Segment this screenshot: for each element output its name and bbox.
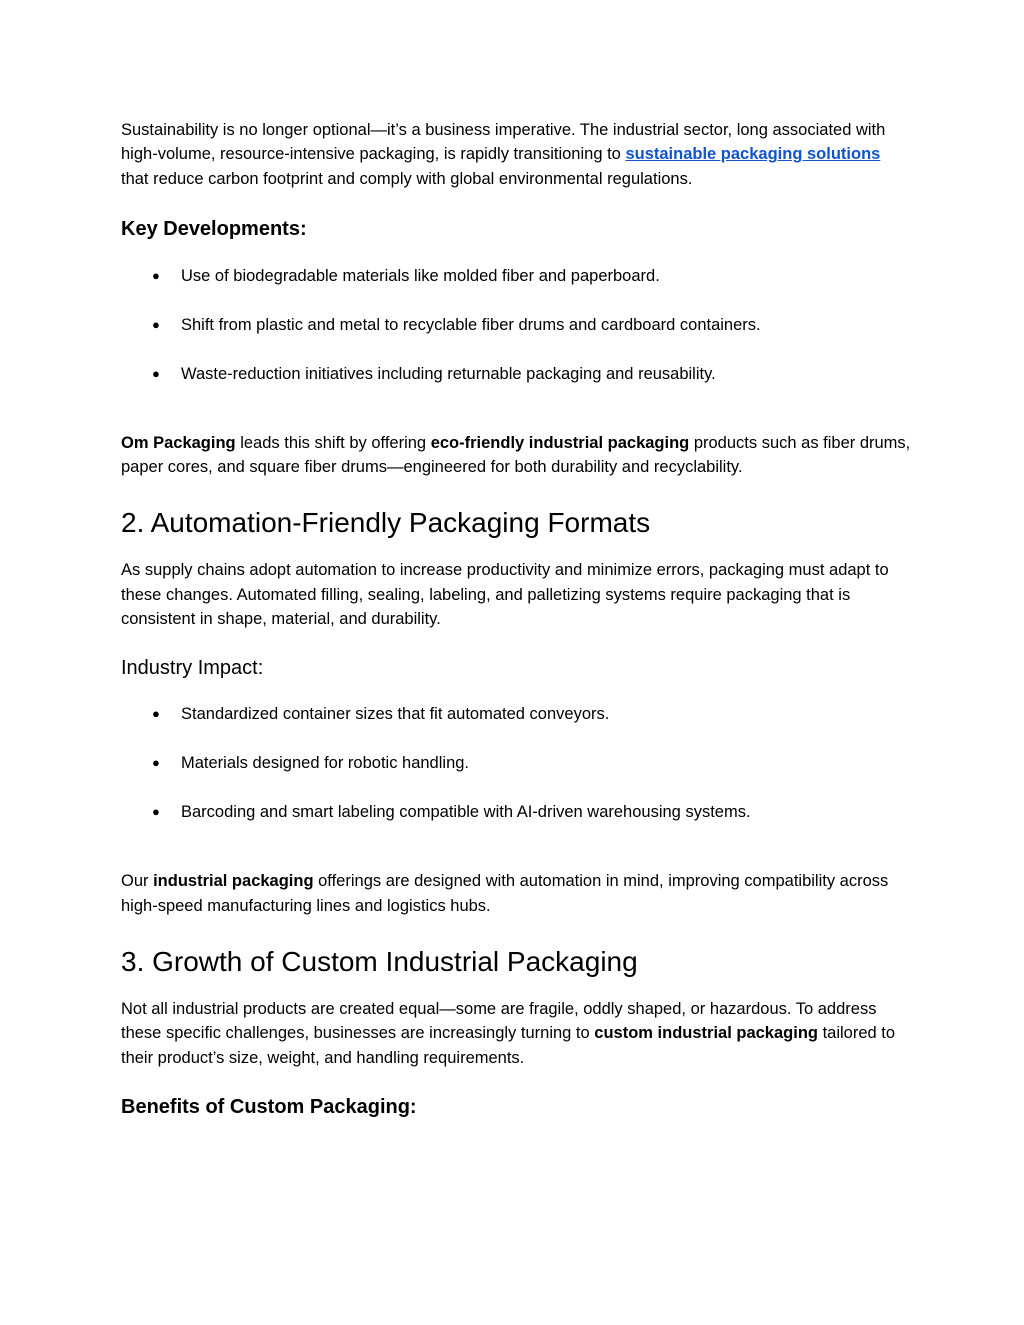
sustainable-packaging-link[interactable]: sustainable packaging solutions <box>625 145 881 164</box>
key-developments-list <box>121 264 911 386</box>
industry-impact-list <box>121 702 911 824</box>
list-item-text: Shift from plastic and metal to recyclable fiber drums and cardboard containers. <box>181 315 761 334</box>
eco-friendly-bold: eco-friendly industrial packaging <box>430 433 690 452</box>
bullet-icon: ● <box>152 706 160 722</box>
list-item-text: Standardized container sizes that fit automated conveyors. <box>181 705 610 724</box>
custom-packaging-heading: 3. Growth of Custom Industrial Packaging <box>121 945 638 977</box>
bullet-icon: ● <box>152 365 160 381</box>
om-packaging-paragraph <box>121 431 911 480</box>
industrial-packaging-text: Our <box>121 872 154 891</box>
list-item <box>121 751 911 775</box>
key-developments-heading: Key Developments: <box>121 217 307 240</box>
bullet-icon: ● <box>152 804 160 820</box>
om-packaging-bold: Om Packaging <box>121 433 236 452</box>
industrial-packaging-bold: industrial packaging <box>153 872 314 891</box>
intro-text-start: Sustainability is no longer optional—it’s a business imperative. The industrial sector, long associated with high-volume, resource-intensive packaging, is rapidly transitioning to <box>121 121 886 164</box>
bullet-icon: ● <box>152 755 160 771</box>
benefits-heading: Benefits of Custom Packaging: <box>121 1095 417 1118</box>
list-item <box>121 313 911 337</box>
custom-industrial-packaging-bold: custom industrial packaging <box>594 1024 818 1043</box>
om-packaging-text: leads this shift by offering <box>235 433 431 452</box>
list-item-text: Waste-reduction initiatives including returnable packaging and reusability. <box>181 364 716 383</box>
custom-packaging-paragraph <box>121 997 911 1070</box>
list-item <box>121 264 911 288</box>
list-item-text: Barcoding and smart labeling compatible with AI-driven warehousing systems. <box>181 803 751 822</box>
bullet-icon: ● <box>152 267 160 283</box>
automation-heading: 2. Automation-Friendly Packaging Formats <box>121 507 651 539</box>
om-packaging-text-end: products such as fiber drums, paper cores, and square fiber drums—engineered for both durability and recyclability. <box>121 433 911 477</box>
list-item <box>121 702 911 726</box>
list-item <box>121 800 911 824</box>
document-page <box>121 118 911 1120</box>
industrial-packaging-paragraph <box>121 869 911 918</box>
automation-paragraph: As supply chains adopt automation to increase productivity and minimize errors, packaging must adapt to these changes. Automated filling, sealing, labeling, and palletizing systems require packaging that is consistent in shape, material, and durability. <box>121 561 889 629</box>
custom-packaging-text: Not all industrial products are created equal—some are fragile, oddly shaped, or hazardous. To address these specific challenges, businesses are increasingly turning to <box>121 999 877 1043</box>
list-item <box>121 362 911 386</box>
intro-text-end: that reduce carbon footprint and comply with global environmental regulations. <box>121 169 693 188</box>
industry-impact-heading: Industry Impact: <box>121 657 264 680</box>
custom-packaging-text-end: tailored to their product’s size, weight, and handling requirements. <box>121 1024 896 1067</box>
industrial-packaging-text-end: offerings are designed with automation in mind, improving compatibility across high-speed manufacturing lines and logistics hubs. <box>121 872 889 915</box>
list-item-text: Use of biodegradable materials like molded fiber and paperboard. <box>181 266 660 285</box>
intro-paragraph <box>121 118 911 191</box>
list-item-text: Materials designed for robotic handling. <box>181 754 470 773</box>
bullet-icon: ● <box>152 316 160 332</box>
